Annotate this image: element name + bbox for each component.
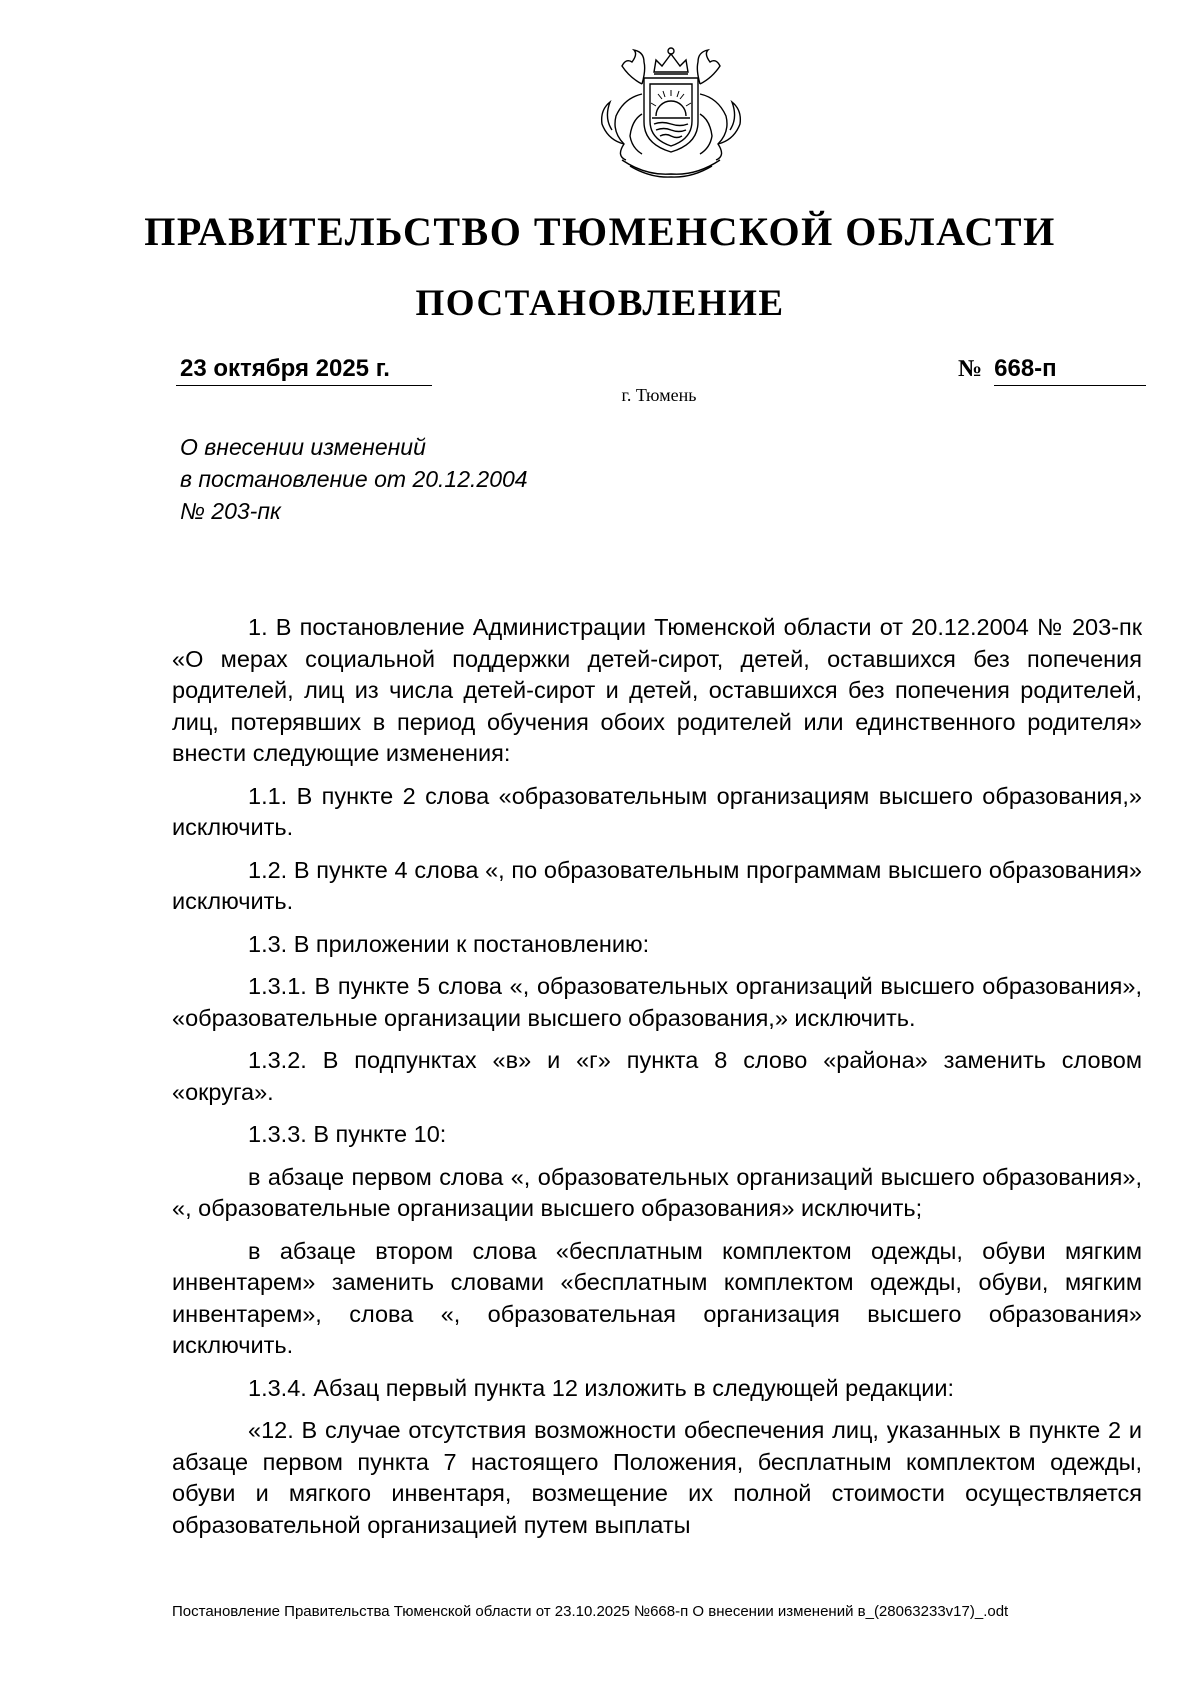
document-body bbox=[172, 612, 1142, 1552]
number-value: 668-п bbox=[994, 353, 1146, 386]
body-paragraph: в абзаце первом слова «, образовательных организаций высшего образования», «, образовательные организации высшего образования» исключить; bbox=[172, 1163, 1142, 1221]
body-paragraph: в абзаце втором слова «бесплатным комплектом одежды, обуви мягким инвентарем» заменить словами «бесплатным комплектом одежды, обуви, мягким инвентарем», слова «, образовательная организация высшего образования» исключить. bbox=[172, 1237, 1142, 1358]
subject-line: № 203-пк bbox=[180, 498, 281, 524]
body-paragraph: 1.3.1. В пункте 5 слова «, образовательных организаций высшего образования», «образовательные организации высшего образования,» исключить. bbox=[172, 973, 1142, 1031]
document-subject bbox=[180, 431, 528, 527]
body-paragraph: 1.3.2. В подпунктах «в» и «г» пункта 8 слово «района» заменить словом «округа». bbox=[172, 1047, 1142, 1105]
document-number bbox=[958, 353, 1146, 386]
body-paragraph: 1.1. В пункте 2 слова «образовательным организациям высшего образования,» исключить. bbox=[172, 782, 1142, 840]
page-footer: Постановление Правительства Тюменской области от 23.10.2025 №668-п О внесении изменений в_(28063233v17)_.odt bbox=[172, 1603, 1009, 1620]
government-title: ПРАВИТЕЛЬСТВО ТЮМЕНСКОЙ ОБЛАСТИ bbox=[144, 209, 1056, 254]
body-paragraph: 1.2. В пункте 4 слова «, по образовательным программам высшего образования» исключить. bbox=[172, 856, 1142, 914]
body-paragraph: 1.3.4. Абзац первый пункта 12 изложить в следующей редакции: bbox=[248, 1374, 955, 1401]
body-paragraph: 1. В постановление Администрации Тюменской области от 20.12.2004 № 203-пк «О мерах социальной поддержки детей-сирот, детей, оставшихся без попечения родителей, лиц из числа детей-сирот и детей, оставшихся без попечения родителей, лиц, потерявших в период обучения обоих родителей или единственного родителя» внести следующие изменения: bbox=[172, 614, 1142, 766]
document-city: г. Тюмень bbox=[621, 385, 697, 405]
document-type: ПОСТАНОВЛЕНИЕ bbox=[415, 283, 785, 324]
body-paragraph: 1.3.3. В пункте 10: bbox=[248, 1121, 447, 1147]
subject-line: О внесении изменений bbox=[180, 434, 426, 460]
number-sign: № bbox=[958, 356, 983, 382]
body-paragraph: 1.3. В приложении к постановлению: bbox=[248, 930, 650, 957]
document-date: 23 октября 2025 г. bbox=[176, 353, 432, 386]
coat-of-arms-icon bbox=[586, 44, 756, 178]
body-paragraph: «12. В случае отсутствия возможности обеспечения лиц, указанных в пункте 2 и абзаце первом пункта 7 настоящего Положения, бесплатным комплектом одежды, обуви и мягкого инвентаря, возмещение их полной стоимости осуществляется образовательной организацией путем выплаты bbox=[172, 1417, 1142, 1538]
subject-line: в постановление от 20.12.2004 bbox=[180, 466, 528, 492]
